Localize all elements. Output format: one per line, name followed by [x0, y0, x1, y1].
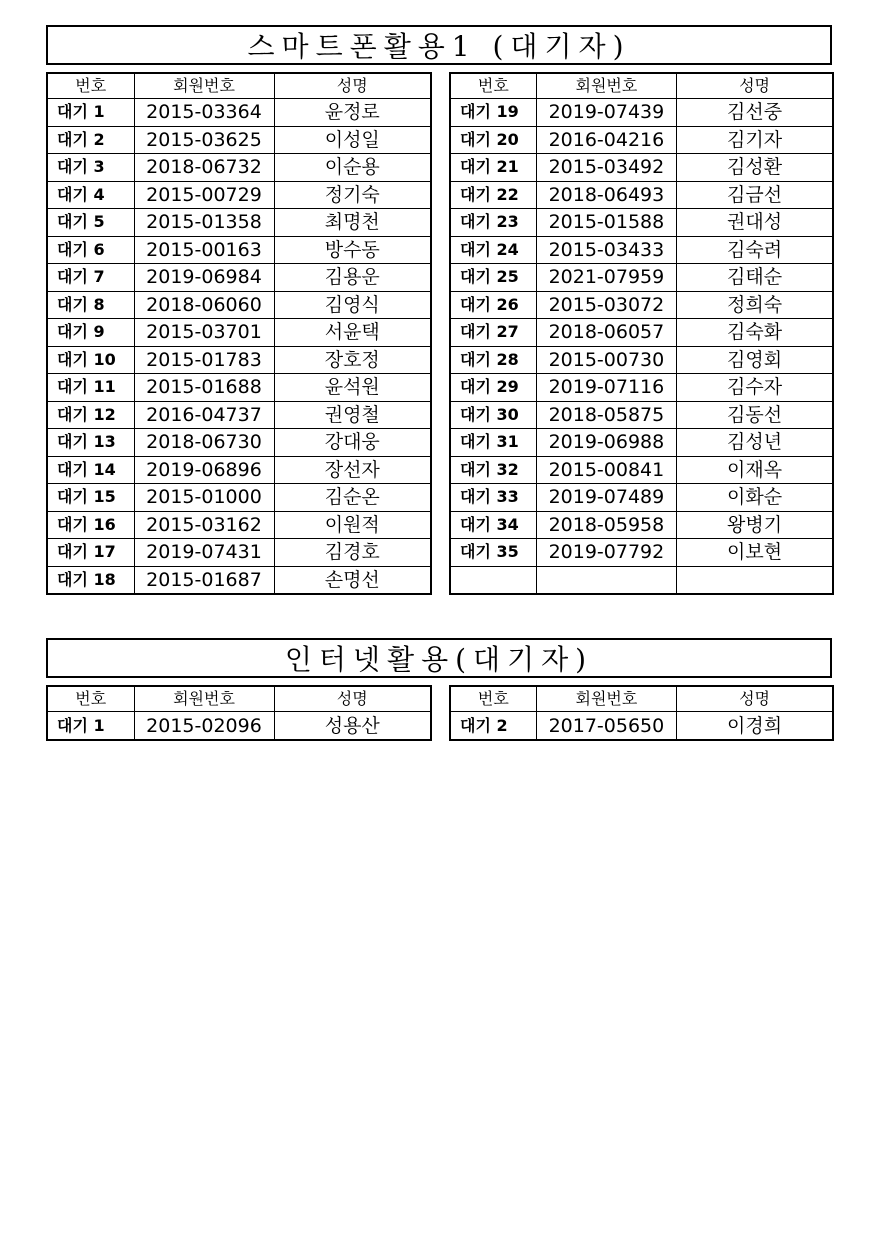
- wait-number-cell: 대기 3: [47, 154, 134, 182]
- member-id-cell: 2015-02096: [134, 712, 274, 741]
- table-row: [450, 712, 833, 741]
- table-row: [450, 236, 833, 264]
- wait-number-cell: 대기 13: [47, 429, 134, 457]
- name-cell: 강대웅: [274, 429, 431, 457]
- wait-number-cell: 대기 6: [47, 236, 134, 264]
- table-row: [47, 566, 431, 594]
- member-id-cell: 2015-03492: [536, 154, 676, 182]
- member-id-cell: 2018-06493: [536, 181, 676, 209]
- table-row: [450, 539, 833, 567]
- internet-section-title: 인터넷활용(대기자): [46, 638, 832, 678]
- table-row: [47, 346, 431, 374]
- name-cell: 이순용: [274, 154, 431, 182]
- wait-number-cell: 대기 29: [450, 374, 536, 402]
- wait-number-cell: 대기 35: [450, 539, 536, 567]
- smartphone-section-title: 스마트폰활용1 (대기자): [46, 25, 832, 65]
- member-id-cell: 2018-06057: [536, 319, 676, 347]
- table-row: [450, 319, 833, 347]
- name-cell: 윤석원: [274, 374, 431, 402]
- member-id-cell: 2019-07116: [536, 374, 676, 402]
- name-cell: 김수자: [677, 374, 833, 402]
- member-id-cell: 2015-00163: [134, 236, 274, 264]
- table-row: [47, 209, 431, 237]
- wait-number-cell: 대기 2: [47, 126, 134, 154]
- table-row: [47, 181, 431, 209]
- table-row: [450, 154, 833, 182]
- member-id-cell: 2015-00730: [536, 346, 676, 374]
- name-cell: 왕병기: [677, 511, 833, 539]
- name-cell: 성용산: [274, 712, 431, 741]
- table-row: [450, 99, 833, 127]
- name-cell: 김순온: [274, 484, 431, 512]
- member-id-cell: [536, 566, 676, 594]
- member-id-cell: 2015-00729: [134, 181, 274, 209]
- name-cell: 김영회: [677, 346, 833, 374]
- header-number: 번호: [450, 686, 536, 712]
- wait-number-cell: 대기 1: [47, 712, 134, 741]
- table-row: [47, 374, 431, 402]
- table-row: [47, 484, 431, 512]
- member-id-cell: 2018-06060: [134, 291, 274, 319]
- wait-number-cell: 대기 31: [450, 429, 536, 457]
- header-member-id: 회원번호: [134, 686, 274, 712]
- member-id-cell: 2018-05875: [536, 401, 676, 429]
- table-header: [450, 73, 833, 99]
- header-member-id: 회원번호: [536, 73, 676, 99]
- name-cell: 이경희: [677, 712, 833, 741]
- table-row: [450, 209, 833, 237]
- member-id-cell: 2018-06732: [134, 154, 274, 182]
- name-cell: 장선자: [274, 456, 431, 484]
- member-id-cell: 2018-06730: [134, 429, 274, 457]
- table-row: [450, 126, 833, 154]
- header-number: 번호: [450, 73, 536, 99]
- wait-number-cell: 대기 26: [450, 291, 536, 319]
- table-row: [47, 401, 431, 429]
- header-name: 성명: [274, 686, 431, 712]
- member-id-cell: 2016-04216: [536, 126, 676, 154]
- wait-number-cell: 대기 24: [450, 236, 536, 264]
- name-cell: 이재옥: [677, 456, 833, 484]
- internet-table-left: [46, 685, 432, 741]
- header-name: 성명: [677, 686, 833, 712]
- table-row: [47, 429, 431, 457]
- wait-number-cell: 대기 2: [450, 712, 536, 741]
- name-cell: 이원적: [274, 511, 431, 539]
- header-name: 성명: [677, 73, 833, 99]
- member-id-cell: 2019-07489: [536, 484, 676, 512]
- wait-number-cell: 대기 33: [450, 484, 536, 512]
- wait-number-cell: 대기 1: [47, 99, 134, 127]
- name-cell: 김성환: [677, 154, 833, 182]
- wait-number-cell: 대기 17: [47, 539, 134, 567]
- member-id-cell: 2021-07959: [536, 264, 676, 292]
- table-row: [450, 264, 833, 292]
- wait-number-cell: 대기 28: [450, 346, 536, 374]
- table-header: [450, 686, 833, 712]
- wait-number-cell: 대기 14: [47, 456, 134, 484]
- wait-number-cell: 대기 16: [47, 511, 134, 539]
- wait-number-cell: 대기 20: [450, 126, 536, 154]
- name-cell: 정희숙: [677, 291, 833, 319]
- name-cell: 이보현: [677, 539, 833, 567]
- table-body: [47, 712, 431, 741]
- table-body: [450, 712, 833, 741]
- name-cell: [677, 566, 833, 594]
- table-row: [450, 511, 833, 539]
- member-id-cell: 2015-03364: [134, 99, 274, 127]
- wait-number-cell: 대기 21: [450, 154, 536, 182]
- table-row: [47, 539, 431, 567]
- member-id-cell: 2015-01687: [134, 566, 274, 594]
- name-cell: 방수동: [274, 236, 431, 264]
- table-row: [450, 401, 833, 429]
- wait-number-cell: 대기 7: [47, 264, 134, 292]
- member-id-cell: 2019-06988: [536, 429, 676, 457]
- header-name: 성명: [274, 73, 431, 99]
- member-id-cell: 2019-06896: [134, 456, 274, 484]
- name-cell: 장호정: [274, 346, 431, 374]
- member-id-cell: 2015-00841: [536, 456, 676, 484]
- member-id-cell: 2016-04737: [134, 401, 274, 429]
- member-id-cell: 2015-03701: [134, 319, 274, 347]
- name-cell: 김금선: [677, 181, 833, 209]
- member-id-cell: 2018-05958: [536, 511, 676, 539]
- wait-number-cell: 대기 27: [450, 319, 536, 347]
- table-row: [450, 484, 833, 512]
- wait-number-cell: 대기 10: [47, 346, 134, 374]
- wait-number-cell: 대기 32: [450, 456, 536, 484]
- member-id-cell: 2015-01358: [134, 209, 274, 237]
- member-id-cell: 2015-01783: [134, 346, 274, 374]
- table-row: [47, 99, 431, 127]
- header-number: 번호: [47, 686, 134, 712]
- name-cell: 권영철: [274, 401, 431, 429]
- name-cell: 윤정로: [274, 99, 431, 127]
- internet-table-right: [449, 685, 834, 741]
- member-id-cell: 2015-03162: [134, 511, 274, 539]
- table-row: [47, 154, 431, 182]
- wait-number-cell: 대기 22: [450, 181, 536, 209]
- member-id-cell: 2015-01688: [134, 374, 274, 402]
- member-id-cell: 2019-06984: [134, 264, 274, 292]
- table-body: [450, 99, 833, 595]
- name-cell: 김성년: [677, 429, 833, 457]
- header-number: 번호: [47, 73, 134, 99]
- table-row: [450, 429, 833, 457]
- table-header: [47, 73, 431, 99]
- member-id-cell: 2019-07431: [134, 539, 274, 567]
- table-row: [450, 181, 833, 209]
- wait-number-cell: 대기 34: [450, 511, 536, 539]
- table-row: [450, 566, 833, 594]
- name-cell: 이성일: [274, 126, 431, 154]
- wait-number-cell: 대기 9: [47, 319, 134, 347]
- name-cell: 최명천: [274, 209, 431, 237]
- name-cell: 손명선: [274, 566, 431, 594]
- member-id-cell: 2019-07792: [536, 539, 676, 567]
- wait-number-cell: 대기 8: [47, 291, 134, 319]
- member-id-cell: 2015-01588: [536, 209, 676, 237]
- wait-number-cell: [450, 566, 536, 594]
- name-cell: 김동선: [677, 401, 833, 429]
- member-id-cell: 2015-03072: [536, 291, 676, 319]
- member-id-cell: 2015-03625: [134, 126, 274, 154]
- table-row: [450, 346, 833, 374]
- table-row: [47, 319, 431, 347]
- name-cell: 김용운: [274, 264, 431, 292]
- wait-number-cell: 대기 25: [450, 264, 536, 292]
- table-row: [450, 291, 833, 319]
- name-cell: 이화순: [677, 484, 833, 512]
- table-row: [450, 456, 833, 484]
- table-row: [47, 264, 431, 292]
- name-cell: 김선중: [677, 99, 833, 127]
- table-row: [47, 291, 431, 319]
- table-row: [47, 126, 431, 154]
- wait-number-cell: 대기 30: [450, 401, 536, 429]
- header-member-id: 회원번호: [134, 73, 274, 99]
- wait-number-cell: 대기 4: [47, 181, 134, 209]
- wait-number-cell: 대기 5: [47, 209, 134, 237]
- table-body: [47, 99, 431, 595]
- wait-number-cell: 대기 12: [47, 401, 134, 429]
- smartphone-table-right: [449, 72, 834, 595]
- name-cell: 권대성: [677, 209, 833, 237]
- member-id-cell: 2015-01000: [134, 484, 274, 512]
- wait-number-cell: 대기 18: [47, 566, 134, 594]
- table-row: [47, 712, 431, 741]
- member-id-cell: 2017-05650: [536, 712, 676, 741]
- smartphone-table-left: [46, 72, 432, 595]
- table-row: [47, 456, 431, 484]
- table-header: [47, 686, 431, 712]
- name-cell: 김기자: [677, 126, 833, 154]
- name-cell: 김경호: [274, 539, 431, 567]
- wait-number-cell: 대기 19: [450, 99, 536, 127]
- name-cell: 김영식: [274, 291, 431, 319]
- header-member-id: 회원번호: [536, 686, 676, 712]
- table-row: [450, 374, 833, 402]
- table-row: [47, 511, 431, 539]
- name-cell: 김숙화: [677, 319, 833, 347]
- name-cell: 김숙려: [677, 236, 833, 264]
- wait-number-cell: 대기 15: [47, 484, 134, 512]
- table-row: [47, 236, 431, 264]
- wait-number-cell: 대기 23: [450, 209, 536, 237]
- name-cell: 정기숙: [274, 181, 431, 209]
- name-cell: 서윤택: [274, 319, 431, 347]
- wait-number-cell: 대기 11: [47, 374, 134, 402]
- member-id-cell: 2019-07439: [536, 99, 676, 127]
- name-cell: 김태순: [677, 264, 833, 292]
- member-id-cell: 2015-03433: [536, 236, 676, 264]
